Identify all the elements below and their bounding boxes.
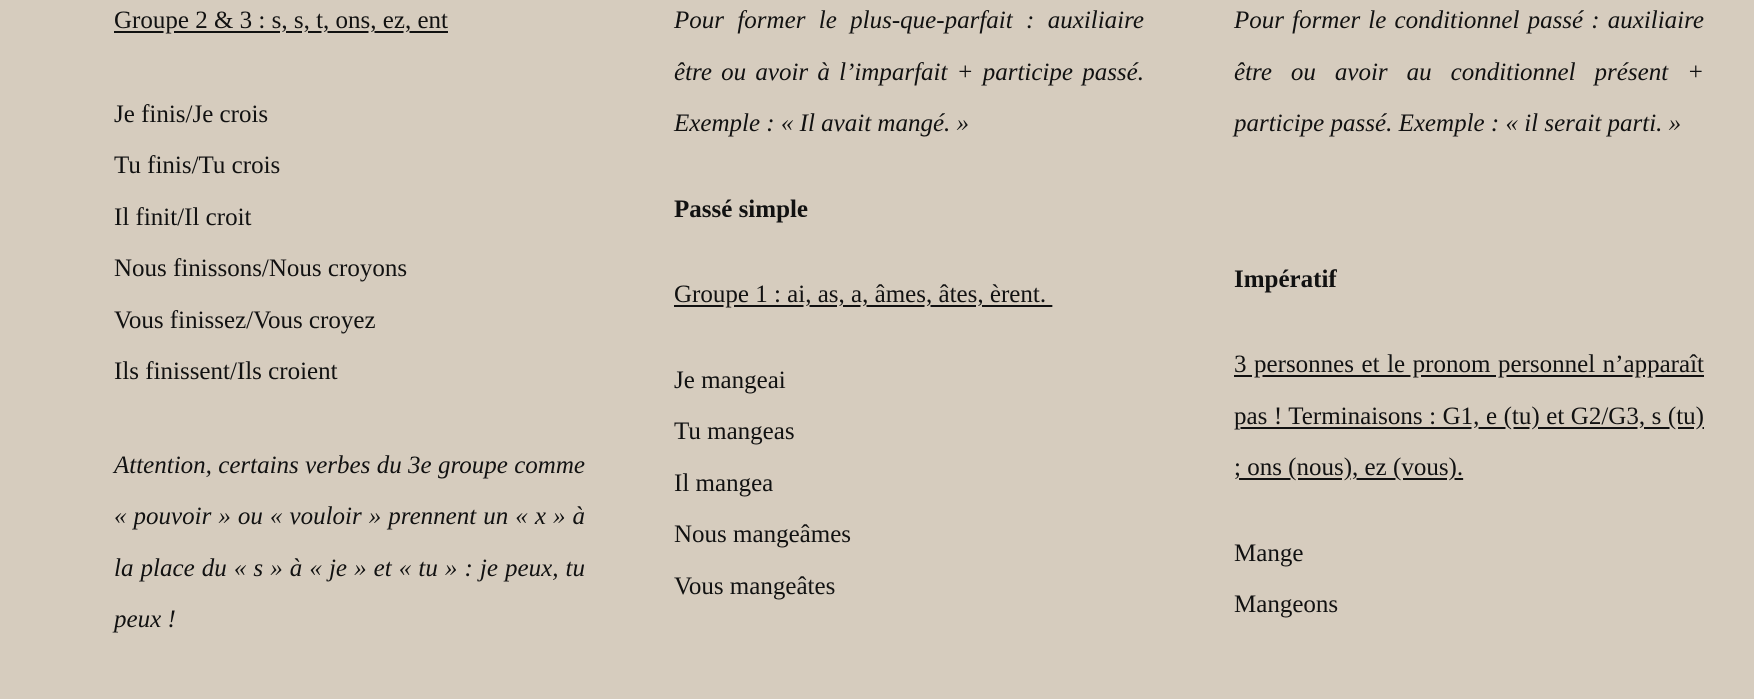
- conjugation-list-imperatif: [1234, 528, 1704, 631]
- conjugation-line: Vous mangeâtes: [674, 572, 836, 600]
- conjugation-list-manger: [674, 355, 1144, 613]
- column-present-tense: [114, 0, 585, 646]
- conjugation-line: Nous mangeâmes: [674, 521, 852, 548]
- conjugation-line: Je finis/Je crois: [114, 100, 269, 128]
- column-conditionnel-imperatif: [1234, 0, 1704, 631]
- conjugation-line: Ils finissent/Ils croient: [114, 358, 338, 385]
- column-plus-que-parfait-passe-simple: [674, 0, 1144, 612]
- conjugation-line: Vous finissez/Vous croyez: [114, 306, 376, 334]
- conditionnel-passe-intro: Pour former le conditionnel passé : auxiliaire être ou avoir au conditionnel présent + participe passé. Exemple : « il serait parti. »: [1234, 7, 1704, 137]
- group-1-rule: Groupe 1 : ai, as, a, âmes, âtes, èrent.: [674, 281, 1053, 308]
- conjugation-line: Tu mangeas: [674, 418, 795, 445]
- conjugation-line: Il finit/Il croit: [114, 203, 252, 231]
- conjugation-list-finir-croire: [114, 89, 585, 398]
- group-2-3-heading: Groupe 2 & 3 : s, s, t, ons, ez, ent: [114, 7, 448, 34]
- conjugation-line: Mange: [1234, 539, 1304, 567]
- conjugation-line: Tu finis/Tu crois: [114, 152, 281, 179]
- conjugation-line: Nous finissons/Nous croyons: [114, 255, 408, 282]
- imperatif-title: Impératif: [1234, 265, 1337, 293]
- imperatif-rule: 3 personnes et le pronom personnel n’apparaît pas ! Terminaisons : G1, e (tu) et G2/G3, s (tu) ; ons (nous), ez (vous).: [1234, 351, 1704, 481]
- conjugation-line: Je mangeai: [674, 366, 786, 394]
- passe-simple-title: Passé simple: [674, 195, 809, 223]
- conjugation-line: Il mangea: [674, 469, 774, 497]
- attention-note: Attention, certains verbes du 3e groupe comme « pouvoir » ou « vouloir » prennent un « x » à la place du « s » à « je » et « tu » : je peux, tu peux !: [114, 451, 585, 633]
- conjugation-line: Mangeons: [1234, 591, 1339, 618]
- plus-que-parfait-intro: Pour former le plus-que-parfait : auxiliaire être ou avoir à l’imparfait + participe passé. Exemple : « Il avait mangé. »: [674, 7, 1144, 137]
